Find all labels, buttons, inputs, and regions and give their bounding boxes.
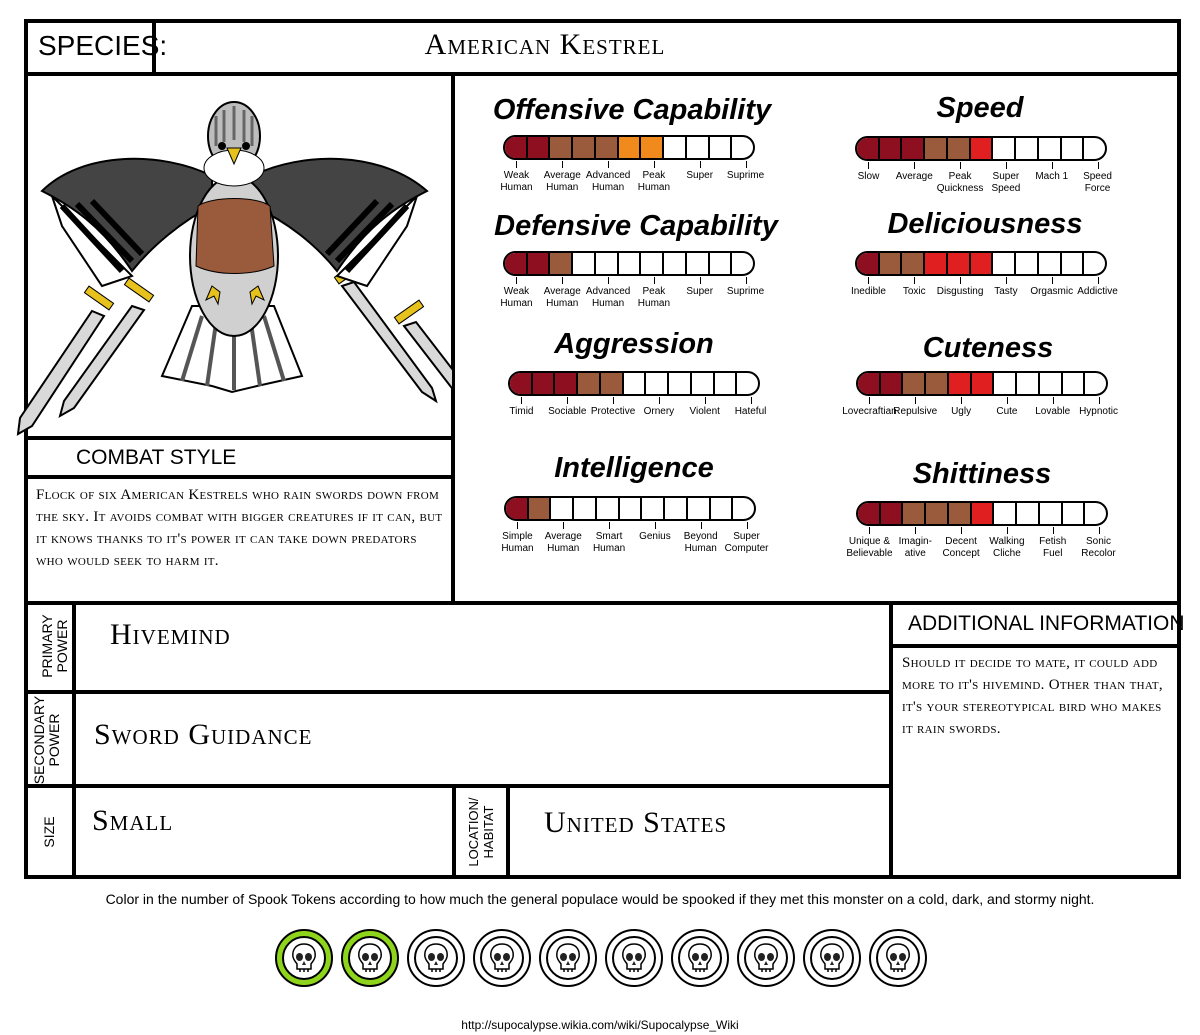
meter-tick	[960, 277, 961, 284]
meter-segment[interactable]	[1063, 503, 1086, 524]
spook-token[interactable]	[539, 929, 597, 987]
spook-token[interactable]	[737, 929, 795, 987]
primary-power-value: Hivemind	[110, 618, 231, 651]
image-divider	[24, 436, 455, 440]
combat-style-heading: COMBAT STYLE	[76, 446, 237, 469]
meter-segment[interactable]	[993, 253, 1016, 274]
stat-title: Speed	[936, 92, 1024, 124]
meter-segment[interactable]	[596, 253, 619, 274]
stat-meter	[856, 501, 1108, 526]
meter-tick	[1053, 397, 1054, 404]
meter-tick-label: Average	[895, 171, 933, 182]
meter-tick-label: Toxic	[902, 286, 926, 297]
skull-icon	[480, 936, 524, 980]
meter-tick	[746, 161, 747, 168]
meter-tick-label: Unique & Believable	[846, 536, 893, 559]
meter-tick	[961, 397, 962, 404]
meter-segment[interactable]	[710, 137, 733, 158]
meter-tick-label: Average Human	[543, 286, 581, 309]
meter-tick-label: Ugly	[951, 406, 972, 417]
meter-segment[interactable]	[1085, 503, 1106, 524]
meter-tick-label: Lovable	[1035, 406, 1071, 417]
meter-tick	[705, 397, 706, 404]
meter-tick	[914, 277, 915, 284]
stat-title: Defensive Capability	[494, 210, 778, 242]
meter-tick-label: Violent	[689, 406, 720, 417]
meter-tick-label: Genius	[639, 531, 671, 542]
meter-segment[interactable]	[665, 498, 688, 519]
meter-segment[interactable]	[971, 138, 994, 159]
meter-segment[interactable]	[574, 498, 597, 519]
spook-instruction: Color in the number of Spook Tokens according to how much the general populace would be spooked if they met this monster on a cold, dark, and stormy night.	[105, 891, 1095, 907]
stat-meter	[503, 251, 755, 276]
meter-tick	[516, 161, 517, 168]
meter-tick-label: Sonic Recolor	[1081, 536, 1116, 559]
meter-segment[interactable]	[1063, 373, 1086, 394]
meter-tick	[562, 277, 563, 284]
meter-segment[interactable]	[880, 253, 903, 274]
meter-tick-label: Sociable	[548, 406, 587, 417]
meter-segment[interactable]	[641, 137, 664, 158]
combat-style-text: Flock of six American Kestrels who rain swords down from the sky. It avoids combat with bigger creatures if it can, but it knows thanks to it's power it can take down predators who would seek to harm it.	[36, 487, 443, 569]
meter-segment[interactable]	[926, 373, 949, 394]
stat-title: Offensive Capability	[492, 94, 772, 126]
meter-segment[interactable]	[1040, 503, 1063, 524]
meter-tick-label: Super Computer	[724, 531, 769, 554]
meter-segment[interactable]	[664, 253, 687, 274]
meter-segment[interactable]	[578, 373, 601, 394]
meter-tick	[562, 161, 563, 168]
meter-segment[interactable]	[624, 373, 647, 394]
meter-tick-label: Super	[686, 170, 714, 181]
meter-tick-label: Tasty	[994, 286, 1018, 297]
stat-meter	[504, 496, 756, 521]
meter-segment[interactable]	[857, 138, 880, 159]
meter-segment[interactable]	[573, 253, 596, 274]
meter-segment[interactable]	[925, 138, 948, 159]
meter-tick-label: Speed Force	[1083, 171, 1112, 194]
meter-tick	[960, 162, 961, 169]
meter-tick	[746, 277, 747, 284]
stat-title: Aggression	[554, 328, 714, 360]
meter-segment[interactable]	[925, 253, 948, 274]
additional-info-text: Should it decide to mate, it could add more to it's hivemind. Other than that, it's your stereotypical bird who makes it rain swords.	[902, 655, 1163, 737]
stat-meter	[503, 135, 755, 160]
meter-segment[interactable]	[733, 498, 754, 519]
meter-tick	[655, 522, 656, 529]
meter-tick	[608, 277, 609, 284]
meter-tick	[1053, 527, 1054, 534]
meter-tick	[868, 277, 869, 284]
meter-segment[interactable]	[506, 498, 529, 519]
stat-meter	[855, 136, 1107, 161]
meter-segment[interactable]	[972, 373, 995, 394]
species-label: SPECIES:	[38, 30, 168, 61]
meter-tick-label: Average Human	[543, 170, 581, 193]
meter-tick	[915, 397, 916, 404]
skull-icon	[414, 936, 458, 980]
meter-segment[interactable]	[596, 137, 619, 158]
meter-segment[interactable]	[641, 253, 664, 274]
species-name: American Kestrel	[424, 28, 666, 61]
spook-token[interactable]	[407, 929, 465, 987]
spook-token[interactable]	[341, 929, 399, 987]
meter-tick	[654, 161, 655, 168]
meter-segment[interactable]	[711, 498, 734, 519]
meter-segment[interactable]	[993, 138, 1016, 159]
meter-segment[interactable]	[528, 253, 551, 274]
stat-meter	[856, 371, 1108, 396]
primary-power-label: PRIMARY POWER	[39, 614, 70, 678]
stat-meter	[508, 371, 760, 396]
meter-segment[interactable]	[1039, 138, 1062, 159]
skull-icon	[348, 936, 392, 980]
skull-icon	[282, 936, 326, 980]
meter-tick-label: Peak Quickness	[936, 171, 984, 194]
meter-tick-label: Walking Cliche	[989, 536, 1025, 559]
footer-url[interactable]: http://supocalypse.wikia.com/wiki/Supocalypse_Wiki	[461, 1018, 739, 1032]
meter-segment[interactable]	[880, 138, 903, 159]
meter-segment[interactable]	[687, 253, 710, 274]
meter-segment[interactable]	[550, 137, 573, 158]
additional-heading-divider	[889, 644, 1181, 648]
meter-segment[interactable]	[710, 253, 733, 274]
spook-token[interactable]	[275, 929, 333, 987]
meter-segment[interactable]	[858, 373, 881, 394]
row-divider-1	[24, 690, 893, 694]
meter-tick-label: Average Human	[544, 531, 582, 554]
meter-tick-label: Weak Human	[500, 170, 533, 193]
meter-tick	[915, 527, 916, 534]
location-value: United States	[544, 806, 728, 839]
meter-segment[interactable]	[881, 503, 904, 524]
combat-heading-divider	[24, 475, 455, 479]
meter-segment[interactable]	[737, 373, 758, 394]
meter-tick	[659, 397, 660, 404]
additional-divider	[889, 601, 893, 879]
meter-tick-label: Weak Human	[500, 286, 533, 309]
meter-segment[interactable]	[1016, 138, 1039, 159]
meter-segment[interactable]	[903, 503, 926, 524]
stat-title: Cuteness	[922, 332, 1054, 364]
meter-segment[interactable]	[1084, 253, 1105, 274]
meter-tick	[701, 522, 702, 529]
meter-segment[interactable]	[1039, 253, 1062, 274]
meter-tick	[868, 162, 869, 169]
meter-segment[interactable]	[510, 373, 533, 394]
meter-segment[interactable]	[505, 137, 528, 158]
secondary-power-label: SECONDARY POWER	[31, 695, 62, 785]
meter-tick-label: Cute	[996, 406, 1018, 417]
meter-tick	[517, 522, 518, 529]
skull-icon	[678, 936, 722, 980]
meter-tick-label: Simple Human	[501, 531, 534, 554]
meter-tick	[1006, 277, 1007, 284]
meter-segment[interactable]	[971, 253, 994, 274]
meter-tick	[1007, 527, 1008, 534]
meter-tick-label: Advanced Human	[585, 286, 631, 309]
meter-segment[interactable]	[597, 498, 620, 519]
meter-segment[interactable]	[642, 498, 665, 519]
meter-tick	[516, 277, 517, 284]
meter-segment[interactable]	[994, 503, 1017, 524]
meter-segment[interactable]	[692, 373, 715, 394]
meter-tick-label: Super Speed	[991, 171, 1021, 194]
skull-icon	[810, 936, 854, 980]
meter-segment[interactable]	[555, 373, 578, 394]
meter-segment[interactable]	[972, 503, 995, 524]
size-value: Small	[92, 804, 174, 837]
meter-tick-label: Peak Human	[637, 170, 671, 193]
meter-tick-label: Peak Human	[637, 286, 671, 309]
meter-tick-label: Inedible	[850, 286, 886, 297]
meter-segment[interactable]	[948, 253, 971, 274]
meter-tick	[654, 277, 655, 284]
meter-tick	[567, 397, 568, 404]
meter-tick-label: Hypnotic	[1079, 406, 1118, 417]
secondary-power-value: Sword Guidance	[94, 718, 313, 751]
meter-segment[interactable]	[1016, 253, 1039, 274]
stat-title: Deliciousness	[887, 208, 1083, 240]
meter-segment[interactable]	[550, 253, 573, 274]
meter-tick-label: Slow	[857, 171, 880, 182]
meter-segment[interactable]	[505, 253, 528, 274]
meter-segment[interactable]	[1017, 503, 1040, 524]
meter-tick-label: Timid	[509, 406, 534, 417]
size-divider	[452, 784, 456, 879]
meter-segment[interactable]	[857, 253, 880, 274]
meter-tick-label: Hateful	[734, 406, 767, 417]
meter-segment[interactable]	[902, 138, 925, 159]
spook-token[interactable]	[605, 929, 663, 987]
spook-token[interactable]	[473, 929, 531, 987]
meter-tick	[747, 522, 748, 529]
meter-segment[interactable]	[902, 253, 925, 274]
meter-segment[interactable]	[619, 253, 642, 274]
meter-tick-label: Repulsive	[893, 406, 938, 417]
skull-icon	[612, 936, 656, 980]
meter-segment[interactable]	[573, 137, 596, 158]
meter-segment[interactable]	[732, 137, 753, 158]
meter-tick-label: Lovecraftian	[842, 406, 897, 417]
meter-segment[interactable]	[1084, 138, 1105, 159]
meter-segment[interactable]	[858, 503, 881, 524]
meter-segment[interactable]	[926, 503, 949, 524]
spook-token[interactable]	[671, 929, 729, 987]
meter-segment[interactable]	[949, 373, 972, 394]
stat-meter	[855, 251, 1107, 276]
meter-tick	[869, 397, 870, 404]
meter-tick-label: Smart Human	[592, 531, 626, 554]
meter-segment[interactable]	[903, 373, 926, 394]
meter-tick	[1098, 277, 1099, 284]
meter-tick	[1098, 162, 1099, 169]
meter-segment[interactable]	[715, 373, 738, 394]
meter-tick-label: Mach 1	[1035, 171, 1069, 182]
meter-segment[interactable]	[646, 373, 669, 394]
meter-tick-label: Protective	[590, 406, 636, 417]
meter-tick	[1052, 277, 1053, 284]
kestrel-illustration	[12, 96, 452, 436]
meter-tick-label: Disgusting	[936, 286, 984, 297]
meter-tick	[1052, 162, 1053, 169]
meter-tick-label: Imagin- ative	[898, 536, 932, 559]
meter-tick-label: Ornery	[643, 406, 675, 417]
meter-tick-label: Advanced Human	[585, 170, 631, 193]
meter-tick	[521, 397, 522, 404]
meter-segment[interactable]	[1062, 138, 1085, 159]
meter-tick-label: Addictive	[1077, 286, 1118, 297]
meter-tick	[1006, 162, 1007, 169]
skull-icon	[546, 936, 590, 980]
meter-segment[interactable]	[732, 253, 753, 274]
meter-segment[interactable]	[620, 498, 643, 519]
meter-segment[interactable]	[688, 498, 711, 519]
meter-tick	[700, 277, 701, 284]
meter-tick	[914, 162, 915, 169]
meter-segment[interactable]	[881, 373, 904, 394]
meter-tick	[608, 161, 609, 168]
stat-title: Intelligence	[554, 452, 714, 484]
additional-info-heading: ADDITIONAL INFORMATION	[908, 612, 1185, 635]
meter-tick	[609, 522, 610, 529]
meter-segment[interactable]	[1085, 373, 1106, 394]
spook-token[interactable]	[803, 929, 861, 987]
meter-tick	[1099, 397, 1100, 404]
wing-left	[42, 159, 212, 286]
meter-segment[interactable]	[687, 137, 710, 158]
location-label: LOCATION/ HABITAT	[466, 797, 496, 867]
meter-tick	[961, 527, 962, 534]
meter-tick	[1099, 527, 1100, 534]
meter-tick	[700, 161, 701, 168]
meter-segment[interactable]	[1040, 373, 1063, 394]
meter-segment[interactable]	[601, 373, 624, 394]
meter-segment[interactable]	[551, 498, 574, 519]
meter-tick-label: Fetish Fuel	[1039, 536, 1067, 559]
meter-segment[interactable]	[533, 373, 556, 394]
meter-segment[interactable]	[948, 138, 971, 159]
meter-tick	[613, 397, 614, 404]
meter-segment[interactable]	[994, 373, 1017, 394]
meter-segment[interactable]	[664, 137, 687, 158]
meter-segment[interactable]	[1062, 253, 1085, 274]
meter-tick	[1007, 397, 1008, 404]
meter-segment[interactable]	[528, 137, 551, 158]
stat-title: Shittiness	[912, 458, 1052, 490]
meter-segment[interactable]	[949, 503, 972, 524]
meter-tick-label: Suprime	[726, 286, 765, 297]
meter-tick-label: Orgasmic	[1030, 286, 1074, 297]
meter-tick-label: Suprime	[726, 170, 765, 181]
size-label: SIZE	[41, 816, 57, 848]
skull-icon	[744, 936, 788, 980]
meter-segment[interactable]	[669, 373, 692, 394]
meter-tick	[869, 527, 870, 534]
meter-tick-label: Decent Concept	[942, 536, 980, 559]
meter-segment[interactable]	[619, 137, 642, 158]
meter-tick-label: Beyond Human	[683, 531, 718, 554]
meter-tick	[563, 522, 564, 529]
spook-token[interactable]	[869, 929, 927, 987]
label-column-divider	[72, 601, 76, 879]
meter-segment[interactable]	[1017, 373, 1040, 394]
skull-icon	[876, 936, 920, 980]
meter-tick	[751, 397, 752, 404]
location-label-divider	[506, 784, 510, 879]
meter-segment[interactable]	[529, 498, 552, 519]
meter-tick-label: Super	[686, 286, 714, 297]
row-divider-2	[24, 784, 893, 788]
